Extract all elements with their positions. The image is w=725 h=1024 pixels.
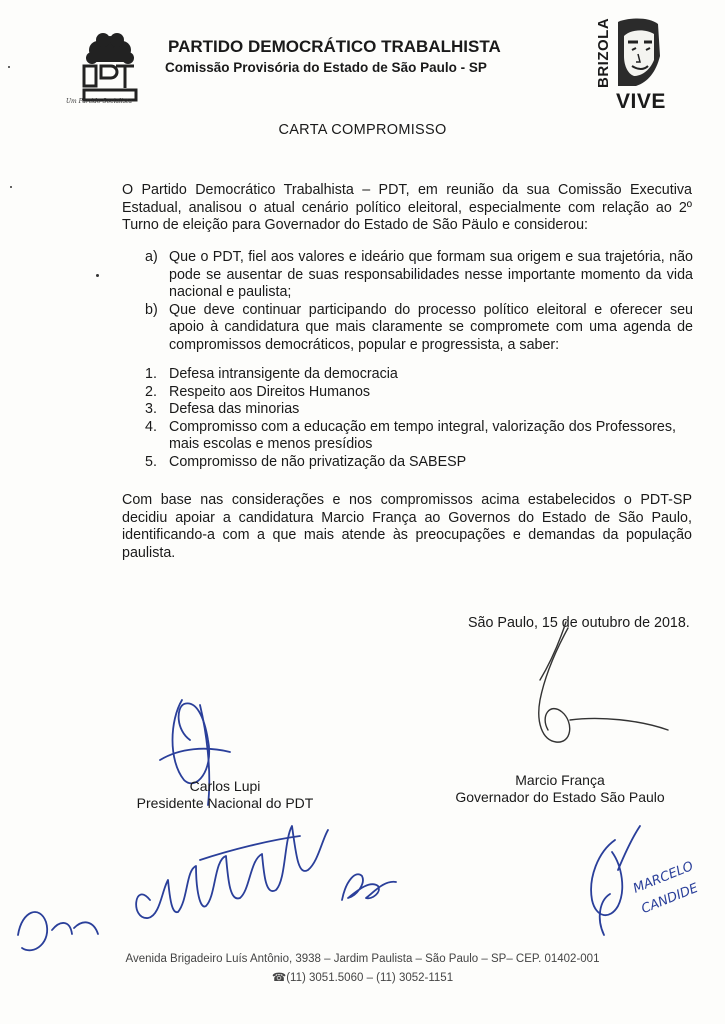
list-item-label: 1. bbox=[145, 366, 157, 382]
signatory-role-franca: Governador do Estado São Paulo bbox=[455, 789, 665, 805]
list-item-text: Compromisso com a educação em tempo integral, valorização dos Professores, mais escolas e menos presídios bbox=[169, 418, 676, 452]
commission-name: Comissão Provisória do Estado de São Paulo - SP bbox=[165, 60, 487, 75]
list-item-label: a) bbox=[145, 249, 158, 265]
footer-address: Avenida Brigadeiro Luís Antônio, 3938 – Jardim Paulista – São Paulo – SP– CEP. 01402-001 bbox=[125, 953, 600, 965]
logo-caption: Um Partido Socialista bbox=[66, 98, 133, 105]
list-item-label: b) bbox=[145, 301, 158, 318]
intro-paragraph: O Partido Democrático Trabalhista – PDT, em reunião da sua Comissão Executiva Estadual, analisou o atual cenário político eleitoral, especialmente com relação ao 2º Turno de eleição para Governador do Estado de São Päulo e considerou: bbox=[122, 182, 692, 233]
scan-speck bbox=[96, 274, 99, 277]
list-item-text: Defesa das minorias bbox=[169, 401, 300, 417]
list-item-text: Compromisso de não privatização da SABESP bbox=[169, 453, 467, 470]
list-item-label: 3. bbox=[145, 401, 157, 417]
handwritten-note: MARCELO CANDIDE bbox=[631, 858, 701, 918]
footer-phones: ☎(11) 3051.5060 – (11) 3052-1151 bbox=[271, 972, 454, 984]
list-item-text: Que deve continuar participando do processo político eleitoral e oferecer seu apoio à candidatura que mais claramente se compromete com uma agenda de compromissos democráticos, popular e progressista, a saber: bbox=[169, 301, 693, 353]
party-name: PARTIDO DEMOCRÁTICO TRABALHISTA bbox=[168, 37, 501, 56]
vive-text: VIVE bbox=[616, 90, 666, 113]
date-line: São Paulo, 15 de outubro de 2018. bbox=[468, 615, 690, 631]
initials-signature-icon bbox=[18, 826, 640, 950]
scan-speck bbox=[10, 186, 12, 188]
list-item-text: Que o PDT, fiel aos valores e ideário que formam sua origem e sua trajetória, não pode se ausentar de suas responsabilidades nesse importante momento da vida nacional e paulista; bbox=[169, 249, 693, 300]
list-item-label: 4. bbox=[145, 418, 157, 435]
franca-signature-icon bbox=[539, 622, 668, 742]
signatory-name-lupi: Carlos Lupi bbox=[189, 778, 261, 794]
brizola-vertical-text: BRIZOLA bbox=[595, 17, 612, 88]
list-item-label: 5. bbox=[145, 453, 157, 470]
list-item-text: Defesa intransigente da democracia bbox=[169, 366, 398, 382]
signatory-role-lupi: Presidente Nacional do PDT bbox=[136, 795, 314, 811]
signatory-name-franca: Marcio França bbox=[515, 772, 605, 788]
closing-paragraph: Com base nas considerações e nos compromissos acima estabelecidos o PDT-SP decidiu apoiar a candidatura Marcio França ao Governos do Estado de São Paulo, identificando-a com a que mais atende às preocupações e demandas da população paulista. bbox=[122, 492, 692, 561]
document-title: CARTA COMPROMISSO bbox=[278, 122, 447, 138]
list-item-text: Respeito aos Direitos Humanos bbox=[169, 383, 371, 400]
scan-speck bbox=[8, 66, 10, 68]
list-item-label: 2. bbox=[145, 383, 157, 400]
